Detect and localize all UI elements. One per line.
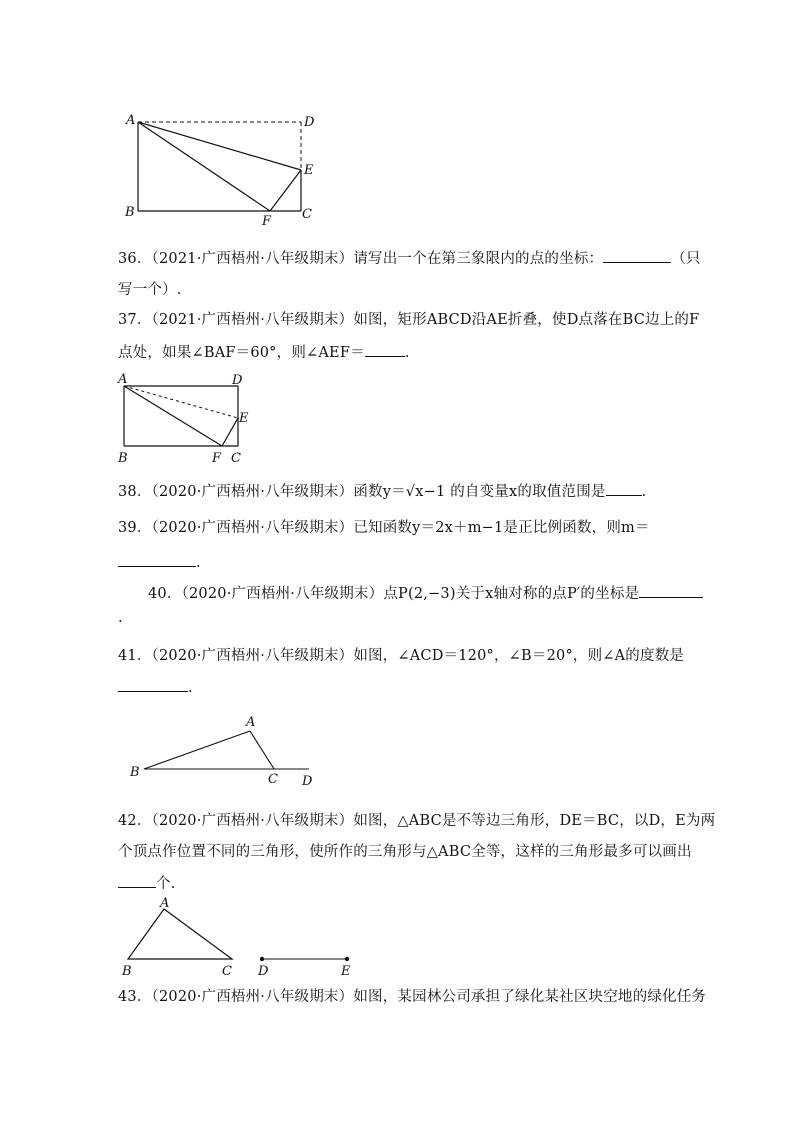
q41-suffix: . [188, 680, 193, 696]
q37-line-2 [118, 342, 410, 363]
q40-line-1 [148, 583, 703, 604]
fig2-label-e: E [239, 411, 249, 426]
fig1-label-e: E [304, 163, 314, 178]
fig2-label-a: A [118, 372, 128, 387]
fig3-label-c: C [268, 772, 278, 787]
fig3-label-d: D [302, 774, 313, 789]
fig2-label-c: C [231, 451, 241, 466]
q36-answer-blank[interactable] [603, 248, 671, 263]
fig2-label-d: D [232, 373, 243, 388]
q40-line-2: . [118, 610, 123, 626]
q38-text: 38．（2020·广西梧州·八年级期末）函数y＝√x−1 的自变量x的取值范围是 [118, 484, 606, 500]
q38-suffix: . [641, 484, 647, 500]
q40-text: 40．（2020·广西梧州·八年级期末）点P(2,−3)关于x轴对称的点P′的坐标是 [148, 586, 640, 602]
fig4-label-e: E [341, 964, 351, 979]
q41-line-2 [118, 677, 193, 698]
fig1-label-c: C [302, 207, 312, 222]
q42-line-1: 42．（2020·广西梧州·八年级期末）如图，△ABC是不等边三角形，DE＝BC，以D，E为两 [118, 813, 716, 829]
q43-line-1: 43．（2020·广西梧州·八年级期末）如图，某园林公司承担了绿化某社区块空地的绿化任务 [118, 989, 707, 1005]
q36-text: 36．（2021·广西梧州·八年级期末）请写出一个在第三象限内的点的坐标： [118, 251, 604, 267]
q36-suffix: （只 [671, 251, 701, 267]
q42-line-2: 个顶点作位置不同的三角形，使所作的三角形与△ABC全等，这样的三角形最多可以画出 [118, 844, 692, 860]
fig2-label-f: F [212, 451, 222, 466]
fig1-label-b: B [125, 205, 135, 220]
fig3-label-a: A [246, 715, 256, 730]
q37-suffix: . [404, 345, 410, 361]
q42-answer-blank[interactable] [118, 873, 156, 888]
figure-triangle-exterior-angle [126, 710, 326, 792]
figure-1-svg [118, 108, 338, 230]
q37-text: 点处，如果∠BAF＝60°，则∠AEF＝ [118, 345, 365, 361]
q41-line-1: 41．（2020·广西梧州·八年级期末）如图，∠ACD＝120°，∠B＝20°，则∠A的度数是 [118, 648, 685, 664]
fig4-label-a: A [160, 896, 170, 911]
figure-3-svg [126, 710, 326, 792]
q40-answer-blank[interactable] [639, 583, 703, 598]
fig1-label-a: A [126, 113, 136, 128]
figure-rectangle-fold-1 [118, 108, 338, 230]
q41-answer-blank[interactable] [118, 677, 188, 692]
q36-line-2: 写一个）. [118, 282, 182, 298]
fig4-label-c: C [222, 964, 232, 979]
fig4-label-b: B [122, 964, 132, 979]
q39-answer-blank[interactable] [118, 552, 196, 567]
q37-line-1: 37．（2021·广西梧州·八年级期末）如图，矩形ABCD沿AE折叠，使D点落在BC边上的F [118, 312, 700, 328]
figure-triangle-and-segment [116, 895, 366, 983]
fig3-label-b: B [130, 765, 140, 780]
figure-rectangle-fold-2 [114, 370, 264, 468]
q37-answer-blank[interactable] [365, 342, 405, 357]
figure-2-svg [114, 370, 264, 468]
q36-line-1 [118, 248, 701, 269]
fig1-label-f: F [262, 214, 272, 229]
fig2-label-b: B [118, 451, 128, 466]
q39-suffix: . [196, 555, 201, 571]
q39-line-1: 39．（2020·广西梧州·八年级期末）已知函数y＝2x＋m−1是正比例函数，则m＝ [118, 520, 650, 536]
fig4-label-d: D [258, 964, 269, 979]
q38-line-1 [118, 481, 646, 502]
q39-line-2 [118, 552, 201, 573]
fig1-label-d: D [304, 115, 315, 130]
figure-4-svg [116, 895, 366, 983]
q38-answer-blank[interactable] [606, 481, 642, 496]
q42-suffix: 个. [156, 876, 176, 892]
q42-line-3 [118, 873, 176, 894]
